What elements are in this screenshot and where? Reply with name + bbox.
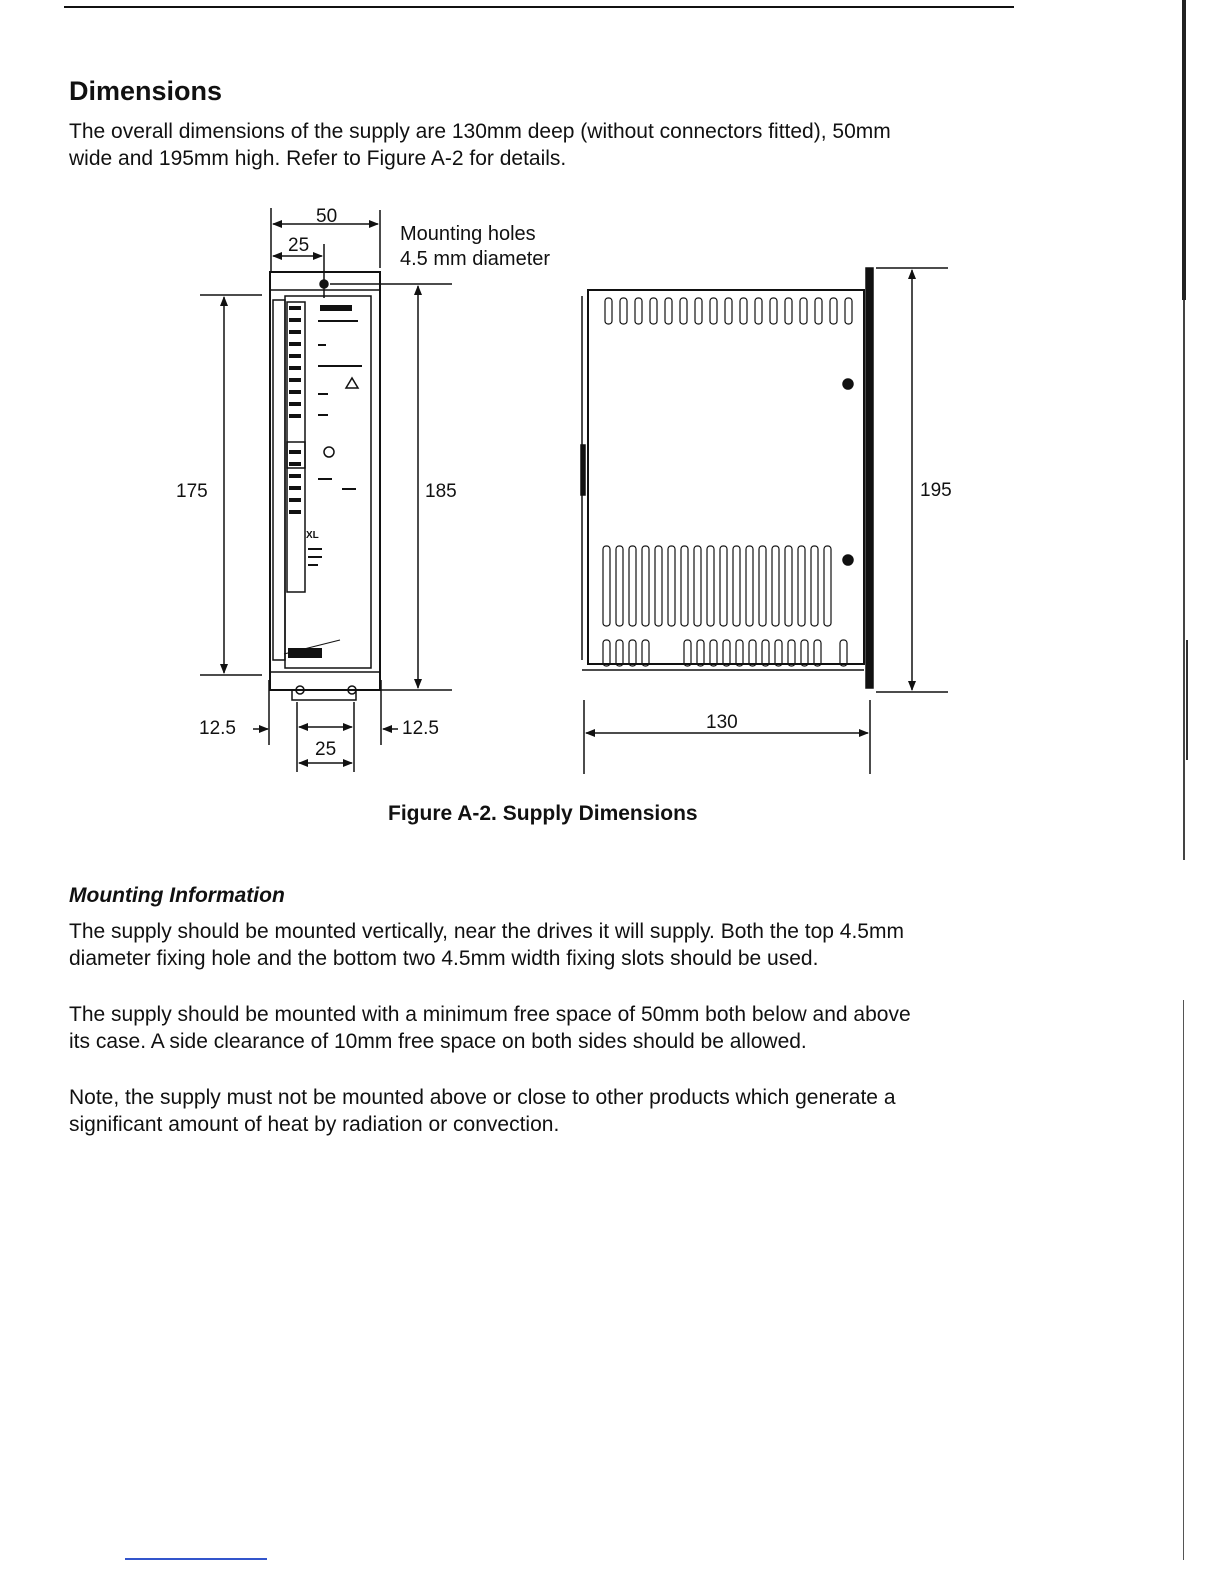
section-title: Dimensions bbox=[69, 76, 223, 106]
mounting-holes-note-line-2: 4.5 mm diameter bbox=[400, 248, 551, 270]
mounting-p2-line-2: its case. A side clearance of 10mm free space on both sides should be allowed. bbox=[69, 1030, 807, 1053]
terminal-block-upper bbox=[287, 302, 305, 468]
terminal-marks bbox=[289, 305, 362, 566]
figure-caption: Figure A-2. Supply Dimensions bbox=[388, 802, 698, 825]
front-panel bbox=[285, 296, 371, 668]
side-screw-top bbox=[843, 379, 853, 389]
intro-line-2: wide and 195mm high. Refer to Figure A-2 for details. bbox=[69, 147, 567, 170]
slot-spacing-label: 25 bbox=[315, 739, 337, 760]
side-mounting-plate bbox=[866, 268, 873, 688]
ground-symbol-icon bbox=[324, 447, 334, 457]
intro-line-1: The overall dimensions of the supply are 130mm deep (without connectors fitted), 50mm bbox=[69, 120, 891, 143]
mounting-hole bbox=[320, 280, 328, 288]
scan-binding-edge bbox=[1180, 0, 1192, 1584]
front-panel-xl-label: XL bbox=[306, 530, 319, 541]
mounting-p3-line-2: significant amount of heat by radiation or convection. bbox=[69, 1113, 560, 1136]
mounting-holes-note-line-1: Mounting holes bbox=[400, 223, 536, 245]
mounting-p1-line-2: diameter fixing hole and the bottom two 4.5mm width fixing slots should be used. bbox=[69, 947, 819, 970]
depth-130-label: 130 bbox=[706, 712, 738, 733]
mounting-info-title: Mounting Information bbox=[69, 884, 285, 907]
side-screw-bottom bbox=[843, 555, 853, 565]
panel-label-block bbox=[288, 648, 322, 658]
warning-triangle-icon bbox=[346, 378, 358, 388]
height-175-label: 175 bbox=[176, 481, 208, 502]
vent-slots-bottom bbox=[603, 546, 847, 666]
side-connector bbox=[581, 445, 585, 495]
hole-offset-label: 25 bbox=[288, 235, 310, 256]
height-195-label: 195 bbox=[920, 480, 952, 501]
terminal-strip-outer bbox=[273, 300, 285, 660]
side-dimensions bbox=[584, 268, 948, 774]
slot-left-offset-label: 12.5 bbox=[199, 718, 236, 739]
height-185-label: 185 bbox=[425, 481, 457, 502]
mounting-p3-line-1: Note, the supply must not be mounted above or close to other products which generate a bbox=[69, 1086, 896, 1109]
mounting-p2-line-1: The supply should be mounted with a minimum free space of 50mm both below and above bbox=[69, 1003, 911, 1026]
slot-right-offset-label: 12.5 bbox=[402, 718, 439, 739]
mounting-p1-line-1: The supply should be mounted vertically, near the drives it will supply. Both the top 4.5mm bbox=[69, 920, 904, 943]
vent-slots-top bbox=[605, 298, 852, 324]
bottom-slot-bracket bbox=[292, 690, 356, 700]
width-dimension-label: 50 bbox=[316, 206, 338, 227]
footer-rule bbox=[125, 1558, 267, 1560]
